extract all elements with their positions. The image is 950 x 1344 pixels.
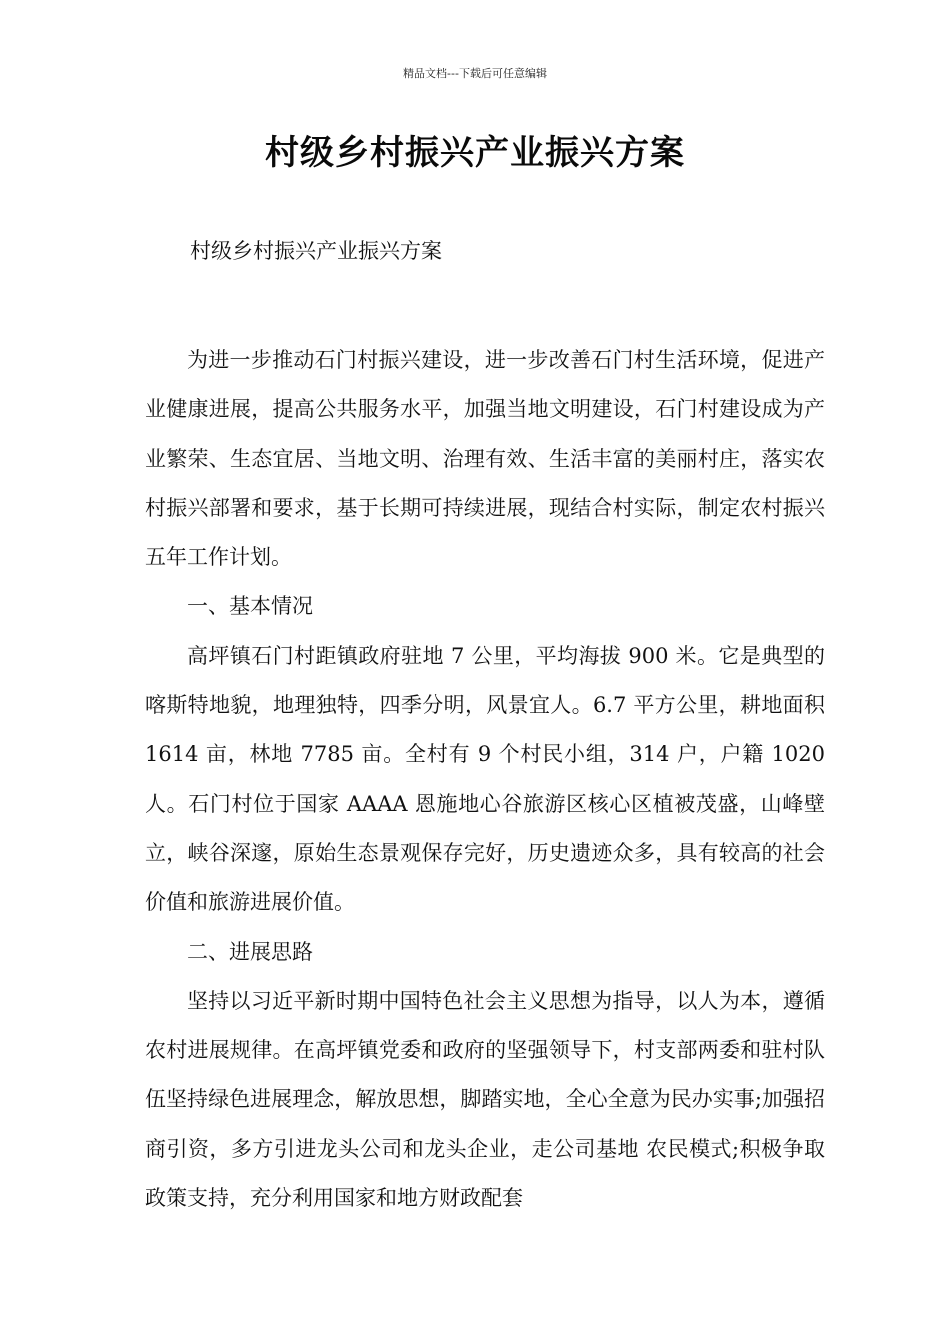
section-heading-basic-situation: 一、基本情况 (187, 594, 313, 619)
page-header: 精品文档---下载后可任意编辑 (403, 67, 547, 80)
document-body (145, 336, 825, 1223)
section-heading-development-ideas: 二、进展思路 (187, 939, 313, 964)
paragraph-intro: 为进一步推动石门村振兴建设，进一步改善石门村生活环境，促进产业健康进展，提高公共服务水平，加强当地文明建设，石门村建设成为产业繁荣、生态宜居、当地文明、治理有效、生活丰富的美丽村庄，落实农村振兴部署和要求，基于长期可持续进展，现结合村实际，制定农村振兴五年工作计划。 (145, 348, 825, 570)
paragraph-development-ideas: 坚持以习近平新时期中国特色社会主义思想为指导，以人为本，遵循农村进展规律。在高坪镇党委和政府的坚强领导下，村支部两委和驻村队伍坚持绿色进展理念，解放思想，脚踏实地，全心全意为民办实事;加强招商引资，多方引进龙头公司和龙头企业，走公司基地 农民模式;积极争取政策支持，充分利用国家和地方财政配套 (145, 988, 825, 1211)
document-title: 村级乡村振兴产业振兴方案 (265, 133, 685, 173)
document-subtitle: 村级乡村振兴产业振兴方案 (190, 239, 442, 263)
paragraph-basic-situation: 高坪镇石门村距镇政府驻地 7 公里，平均海拔 900 米。它是典型的喀斯特地貌，地理独特，四季分明，风景宜人。6.7 平方公里，耕地面积 1614 亩，林地 7785 亩。全村有 9 个村民小组，314 户，户籍 1020 人。石门村位于国家 AAAA 恩施地心谷旅游区核心区植被茂盛，山峰壁立，峡谷深邃，原始生态景观保存完好，历史遗迹众多，具有较高的社会价值和旅游进展价值。 (145, 643, 825, 915)
